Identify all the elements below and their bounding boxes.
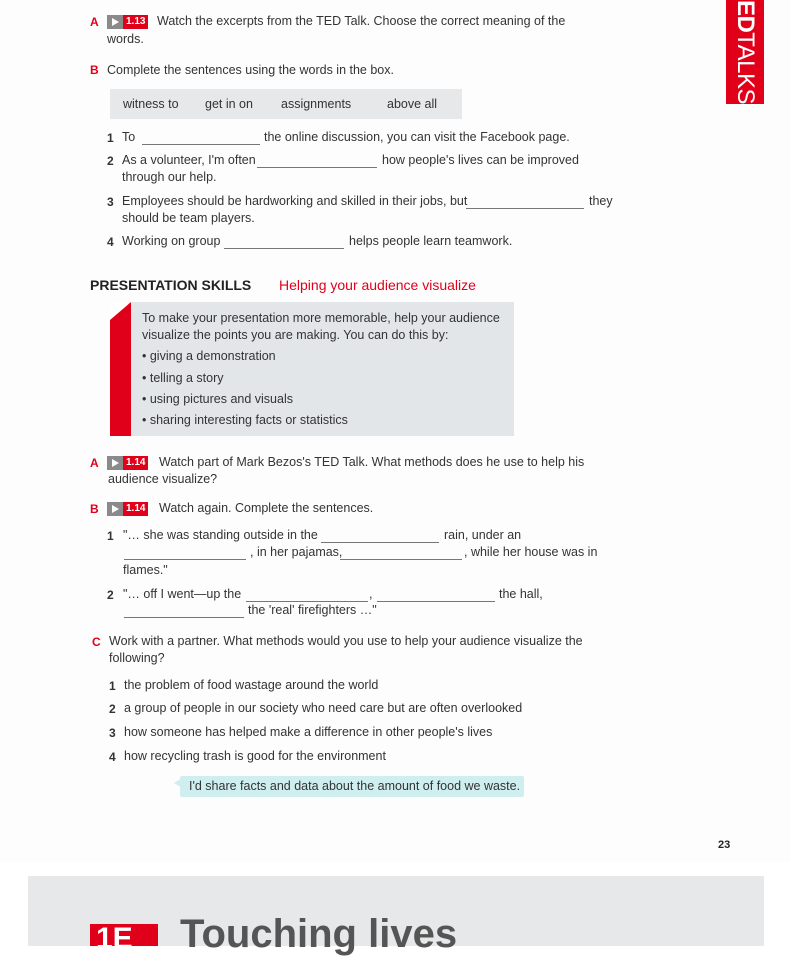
example-answer: I'd share facts and data about the amount of food we waste. [189,779,521,793]
play-icon [107,15,123,29]
item-number: 4 [107,235,114,249]
sentence-text: rain, under an [444,528,522,542]
sentence-text: , while her house was in [464,545,598,559]
word-box-item: above all [387,97,438,111]
answer-blank[interactable] [321,529,439,543]
answer-blank[interactable] [124,604,244,618]
sentence-text: the 'real' firefighters …" [248,603,377,617]
item-number: 2 [109,702,116,716]
ted-talks-tab [726,0,764,104]
skills-intro: visualize the points you are making. You can do this by: [142,328,449,342]
sentence-text: helps people learn teamwork. [349,234,513,248]
exercise-instruction-cont: audience visualize? [108,472,218,486]
list-item: how someone has helped make a difference in other people's lives [124,725,493,739]
answer-blank[interactable] [224,235,344,249]
video-code: 1.14 [123,456,148,470]
exercise-letter-b: B [90,502,99,516]
answer-blank[interactable] [142,131,260,145]
list-item: the problem of food wastage around the world [124,678,379,692]
answer-blank[interactable] [466,195,584,209]
video-tag[interactable] [107,456,148,470]
skills-box-notch [110,302,131,320]
word-box-item: witness to [123,97,179,111]
bullet-item: • telling a story [142,371,224,385]
item-number: 3 [109,726,116,740]
exercise-letter-a: A [90,15,99,29]
unit-number: 1E [96,922,133,955]
word-box-item: assignments [281,97,352,111]
play-icon [107,456,123,470]
bullet-item: • using pictures and visuals [142,392,293,406]
video-code: 1.13 [123,15,148,29]
exercise-instruction: Watch the excerpts from the TED Talk. Choose the correct meaning of the [157,14,566,28]
sentence-text: "… off I went—up the [123,587,242,601]
video-tag[interactable] [107,502,148,516]
answer-blank[interactable] [377,588,495,602]
sentence-text: flames." [123,563,168,577]
page-number: 23 [718,839,731,851]
list-item: how recycling trash is good for the environment [124,749,386,763]
sentence-text: should be team players. [122,211,255,225]
sentence-text: they [589,194,613,208]
play-icon [107,502,123,516]
unit-title: Touching lives [180,912,458,956]
answer-blank[interactable] [246,588,368,602]
item-number: 3 [107,195,114,209]
sentence-text: As a volunteer, I'm often [122,153,256,167]
exercise-instruction: Work with a partner. What methods would you use to help your audience visualize the [109,634,583,648]
list-item: a group of people in our society who need care but are often overlooked [124,701,523,715]
exercise-instruction: Watch again. Complete the sentences. [159,501,374,515]
sentence-text: how people's lives can be improved [382,153,579,167]
exercise-instruction-cont: following? [109,651,165,665]
answer-blank[interactable] [124,546,246,560]
section-subheading: Helping your audience visualize [279,277,476,293]
exercise-letter-c: C [92,635,101,649]
item-number: 1 [107,131,114,145]
ted-talks-logo: EDTALKS [732,0,759,105]
exercise-instruction: Complete the sentences using the words in the box. [107,63,394,77]
sentence-text: , [369,587,373,601]
item-number: 4 [109,750,116,764]
skills-intro: To make your presentation more memorable, help your audience [142,311,500,325]
sentence-text: To [122,130,136,144]
sentence-text: "… she was standing outside in the [123,528,318,542]
bullet-item: • giving a demonstration [142,349,276,363]
word-box [110,89,462,119]
exercise-letter-b: B [90,63,99,77]
video-code: 1.14 [123,502,148,516]
item-number: 2 [107,588,114,602]
section-heading: PRESENTATION SKILLS [90,277,252,293]
word-box-item: get in on [205,97,253,111]
bullet-item: • sharing interesting facts or statistics [142,413,348,427]
video-tag[interactable] [107,15,148,29]
exercise-instruction-cont: words. [107,32,144,46]
sentence-text: Working on group [122,234,221,248]
sentence-text: the hall, [499,587,543,601]
exercise-letter-a: A [90,456,99,470]
item-number: 1 [107,529,114,543]
sentence-text: the online discussion, you can visit the Facebook page. [264,130,570,144]
exercise-instruction: Watch part of Mark Bezos's TED Talk. What methods does he use to help his [159,455,585,469]
item-number: 1 [109,679,116,693]
sentence-text: Employees should be hardworking and skilled in their jobs, but [122,194,468,208]
answer-blank[interactable] [340,546,462,560]
skills-box-accent [110,302,131,436]
sentence-text: , in her pajamas, [250,545,343,559]
item-number: 2 [107,154,114,168]
answer-blank[interactable] [257,154,377,168]
sentence-text: through our help. [122,170,217,184]
